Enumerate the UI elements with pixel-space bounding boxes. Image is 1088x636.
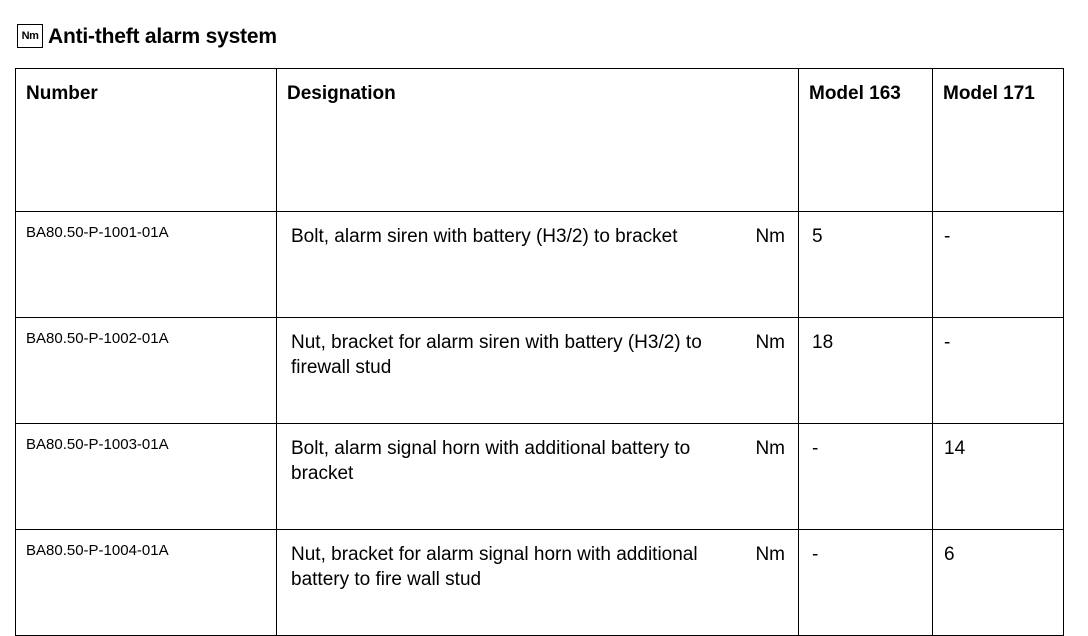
column-header-number: Number	[16, 69, 277, 212]
table-row	[16, 530, 1064, 636]
table-header-row	[16, 69, 1064, 212]
part-number-cell: BA80.50-P-1003-01A	[16, 424, 277, 530]
model-171-value: 6	[933, 530, 1064, 636]
table-row	[16, 424, 1064, 530]
model-163-value: -	[799, 530, 933, 636]
unit-label: Nm	[755, 438, 785, 459]
torque-nm-icon: Nm	[17, 24, 43, 48]
designation-cell	[277, 318, 799, 424]
unit-label: Nm	[755, 332, 785, 353]
designation-text: Nut, bracket for alarm siren with battery (H3/2) to firewall stud	[291, 332, 702, 378]
table-row	[16, 318, 1064, 424]
column-header-model-163: Model 163	[799, 69, 933, 212]
designation-text: Nut, bracket for alarm signal horn with additional battery to fire wall stud	[291, 544, 698, 590]
unit-label: Nm	[755, 226, 785, 247]
model-163-value: 18	[799, 318, 933, 424]
part-number-cell: BA80.50-P-1002-01A	[16, 318, 277, 424]
model-171-value: -	[933, 318, 1064, 424]
model-171-value: 14	[933, 424, 1064, 530]
column-header-designation: Designation	[277, 69, 799, 212]
page-title: Anti-theft alarm system	[48, 25, 277, 48]
document-header	[17, 22, 277, 52]
column-header-model-171: Model 171	[933, 69, 1064, 212]
model-171-value: -	[933, 212, 1064, 318]
designation-cell	[277, 212, 799, 318]
designation-text: Bolt, alarm siren with battery (H3/2) to bracket	[291, 226, 678, 247]
designation-text: Bolt, alarm signal horn with additional battery to bracket	[291, 438, 691, 484]
table-row	[16, 212, 1064, 318]
part-number-cell: BA80.50-P-1001-01A	[16, 212, 277, 318]
designation-cell	[277, 424, 799, 530]
designation-cell	[277, 530, 799, 636]
part-number-cell: BA80.50-P-1004-01A	[16, 530, 277, 636]
model-163-value: 5	[799, 212, 933, 318]
model-163-value: -	[799, 424, 933, 530]
unit-label: Nm	[755, 544, 785, 565]
torque-spec-table	[15, 68, 1064, 636]
